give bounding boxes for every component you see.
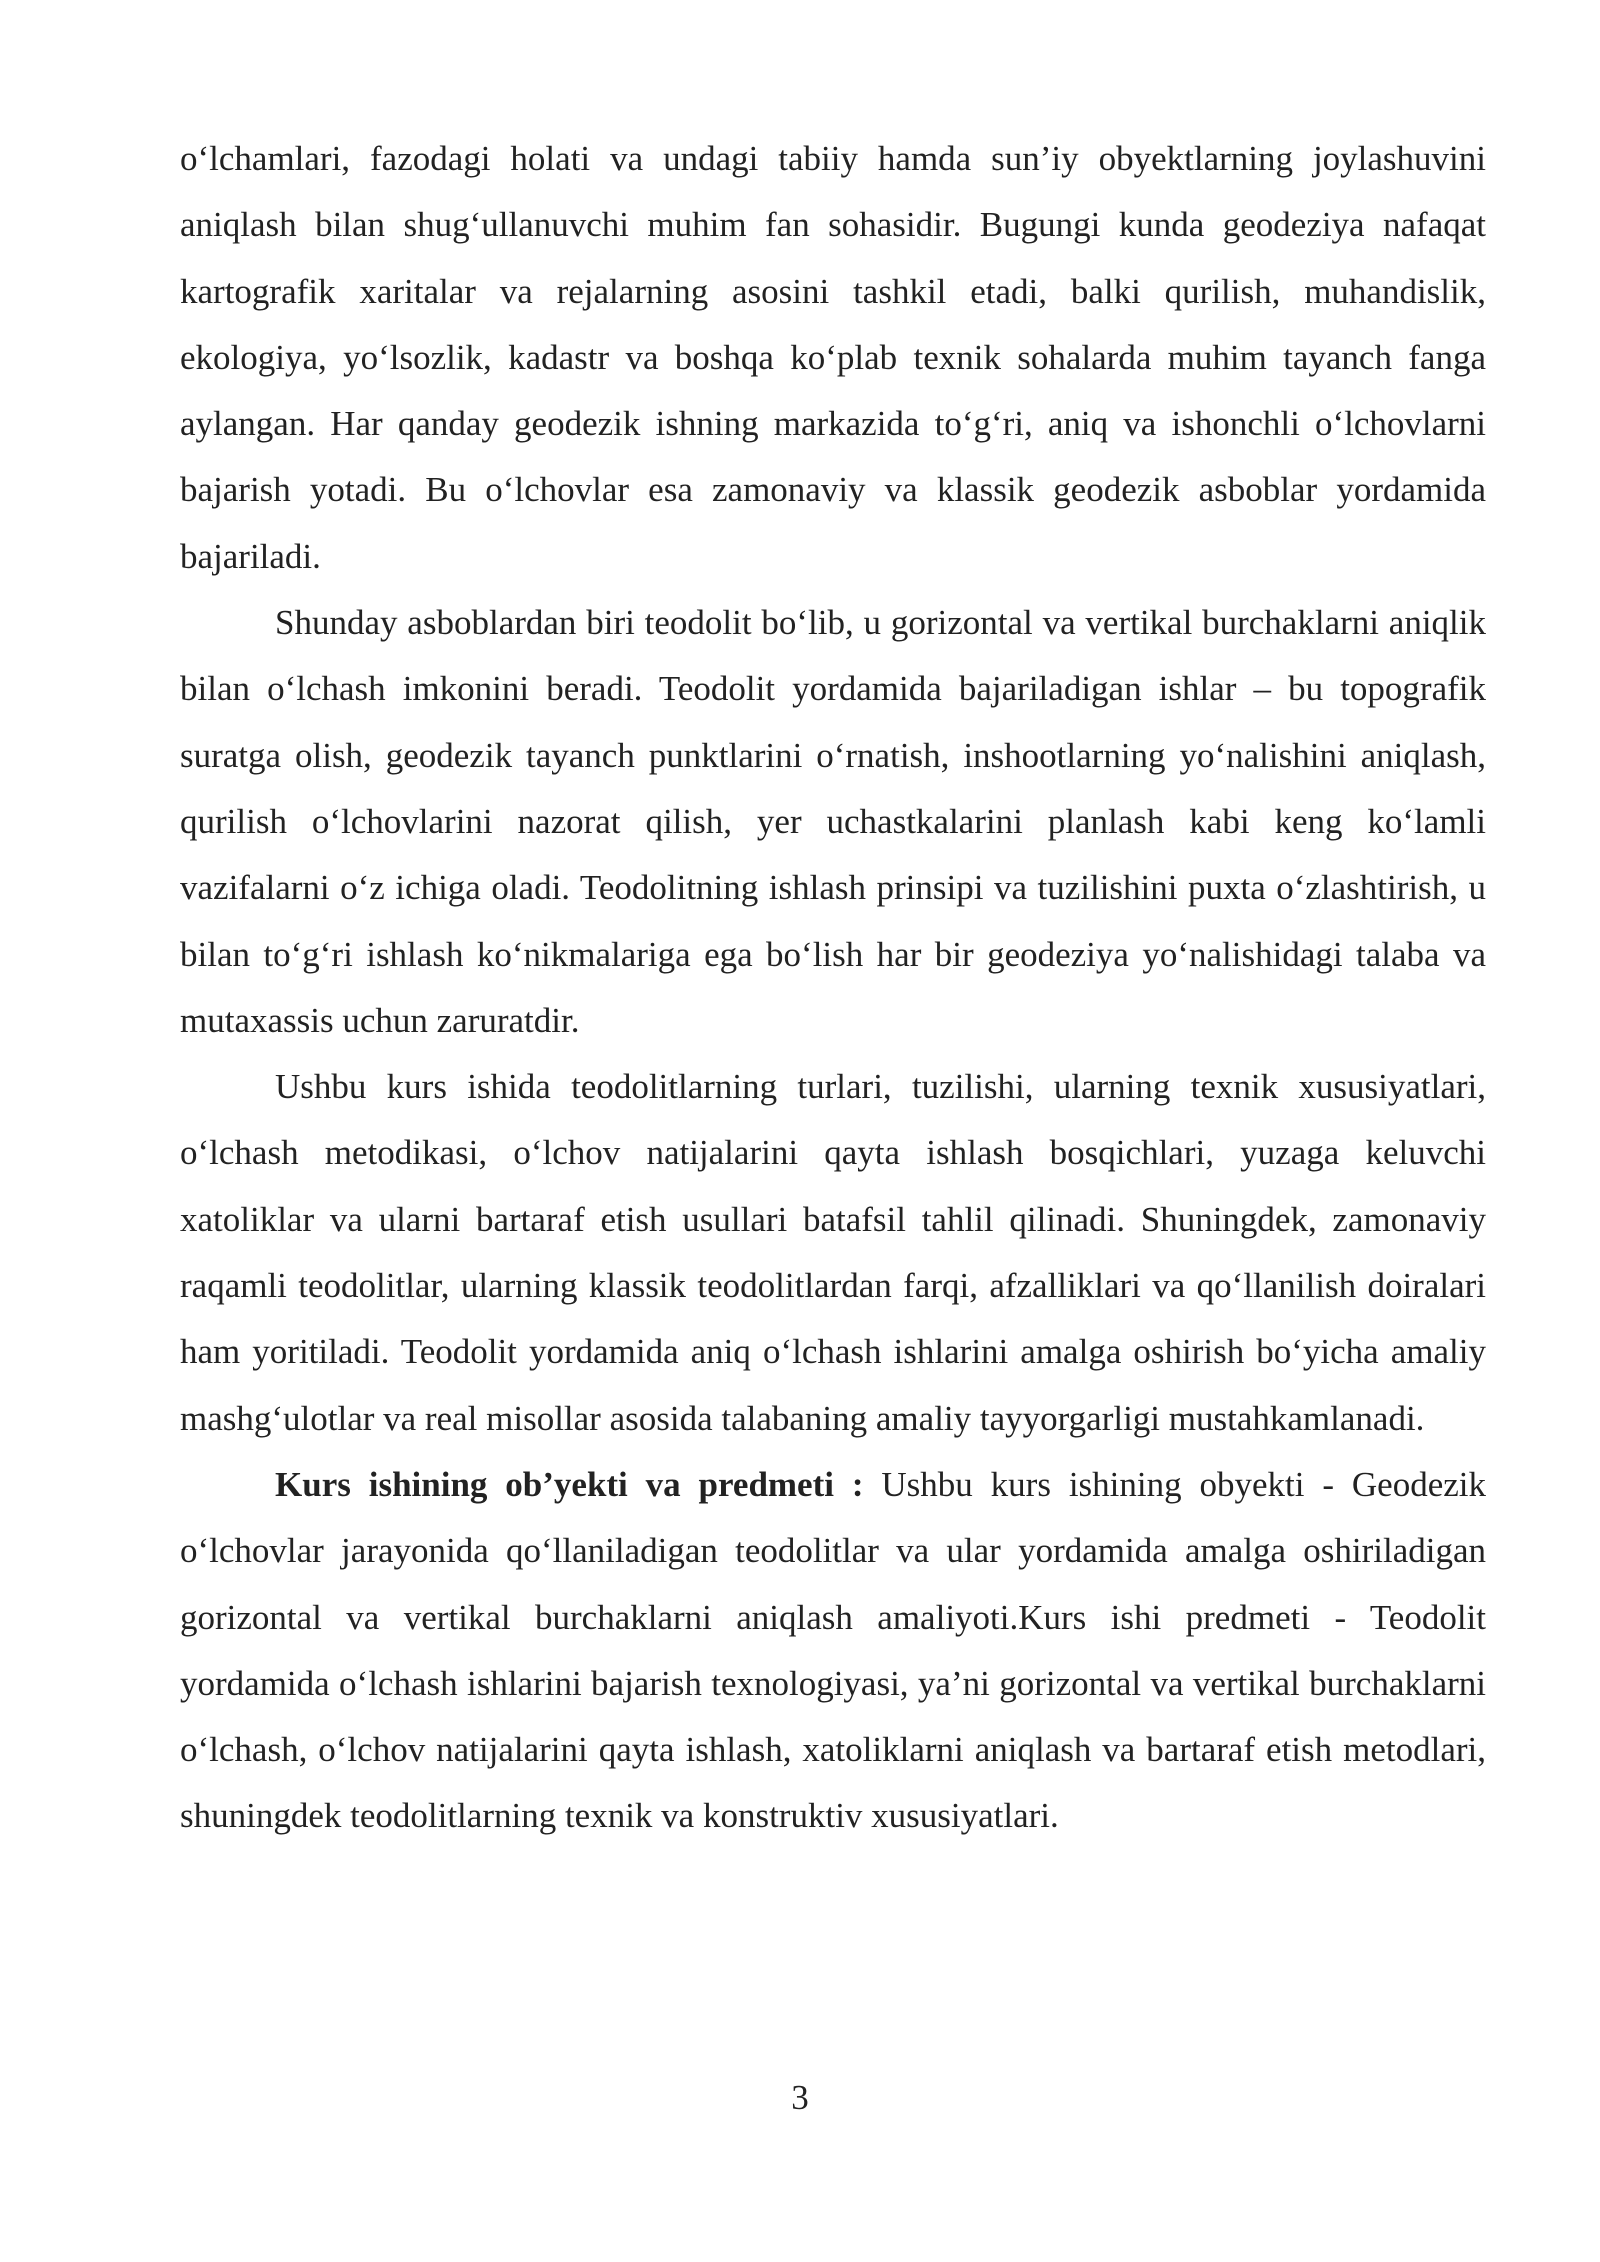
- paragraph-4-text: Ushbu kurs ishining obyekti - Geodezik o‘lchovlar jarayonida qo‘llaniladigan teodolitlar va ular yordamida amalga oshiriladigan gorizontal va vertikal burchaklarni aniqlash amaliyoti.Kurs ishi predmeti - Teodolit yordamida o‘lchash ishlarini bajarish texnologiyasi, ya’ni gorizontal va vertikal burchaklarni o‘lchash, o‘lchov natijalarini qayta ishlash, xatoliklarni aniqlash va bartaraf etish metodlari, shuningdek teodolitlarning texnik va konstruktiv xususiyatlari.: [180, 1464, 1486, 1836]
- paragraph-1: [180, 126, 1486, 590]
- paragraph-4: [180, 1452, 1486, 1850]
- section-heading-object-and-subject: Kurs ishining ob’yekti va predmeti :: [275, 1464, 864, 1504]
- paragraph-3: [180, 1054, 1486, 1452]
- page-number: 3: [791, 2078, 809, 2117]
- paragraph-1-text: o‘lchamlari, fazodagi holati va undagi tabiiy hamda sun’iy obyektlarning joylashuvini aniqlash bilan shug‘ullanuvchi muhim fan sohasidir. Bugungi kunda geodeziya nafaqat kartografik xaritalar va rejalarning asosini tashkil etadi, balki qurilish, muhandislik, ekologiya, yo‘lsozlik, kadastr va boshqa ko‘plab texnik sohalarda muhim tayanch fanga aylangan. Har qanday geodezik ishning markazida to‘g‘ri, aniq va ishonchli o‘lchovlarni bajarish yotadi. Bu o‘lchovlar esa zamonaviy va klassik geodezik asboblar yordamida bajariladi.: [180, 139, 1486, 576]
- body-text: [180, 126, 1486, 1850]
- paragraph-2-text: Shunday asboblardan biri teodolit bo‘lib, u gorizontal va vertikal burchaklarni aniqlik bilan o‘lchash imkonini beradi. Teodolit yordamida bajariladigan ishlar – bu topografik suratga olish, geodezik tayanch punktlarini o‘rnatish, inshootlarning yo‘nalishini aniqlash, qurilish o‘lchovlarini nazorat qilish, yer uchastkalarini planlash kabi keng ko‘lamli vazifalarni o‘z ichiga oladi. Teodolitning ishlash prinsipi va tuzilishini puxta o‘zlashtirish, u bilan to‘g‘ri ishlash ko‘nikmalariga ega bo‘lish har bir geodeziya yo‘nalishidagi talaba va mutaxassis uchun zaruratdir.: [180, 603, 1486, 1040]
- paragraph-3-text: Ushbu kurs ishida teodolitlarning turlari, tuzilishi, ularning texnik xususiyatlari, o‘lchash metodikasi, o‘lchov natijalarini qayta ishlash bosqichlari, yuzaga keluvchi xatoliklar va ularni bartaraf etish usullari batafsil tahlil qilinadi. Shuningdek, zamonaviy raqamli teodolitlar, ularning klassik teodolitlardan farqi, afzalliklari va qo‘llanilish doiralari ham yoritiladi. Teodolit yordamida aniq o‘lchash ishlarini amalga oshirish bo‘yicha amaliy mashg‘ulotlar va real misollar asosida talabaning amaliy tayyorgarligi mustahkamlanadi.: [180, 1067, 1486, 1438]
- paragraph-2: [180, 590, 1486, 1054]
